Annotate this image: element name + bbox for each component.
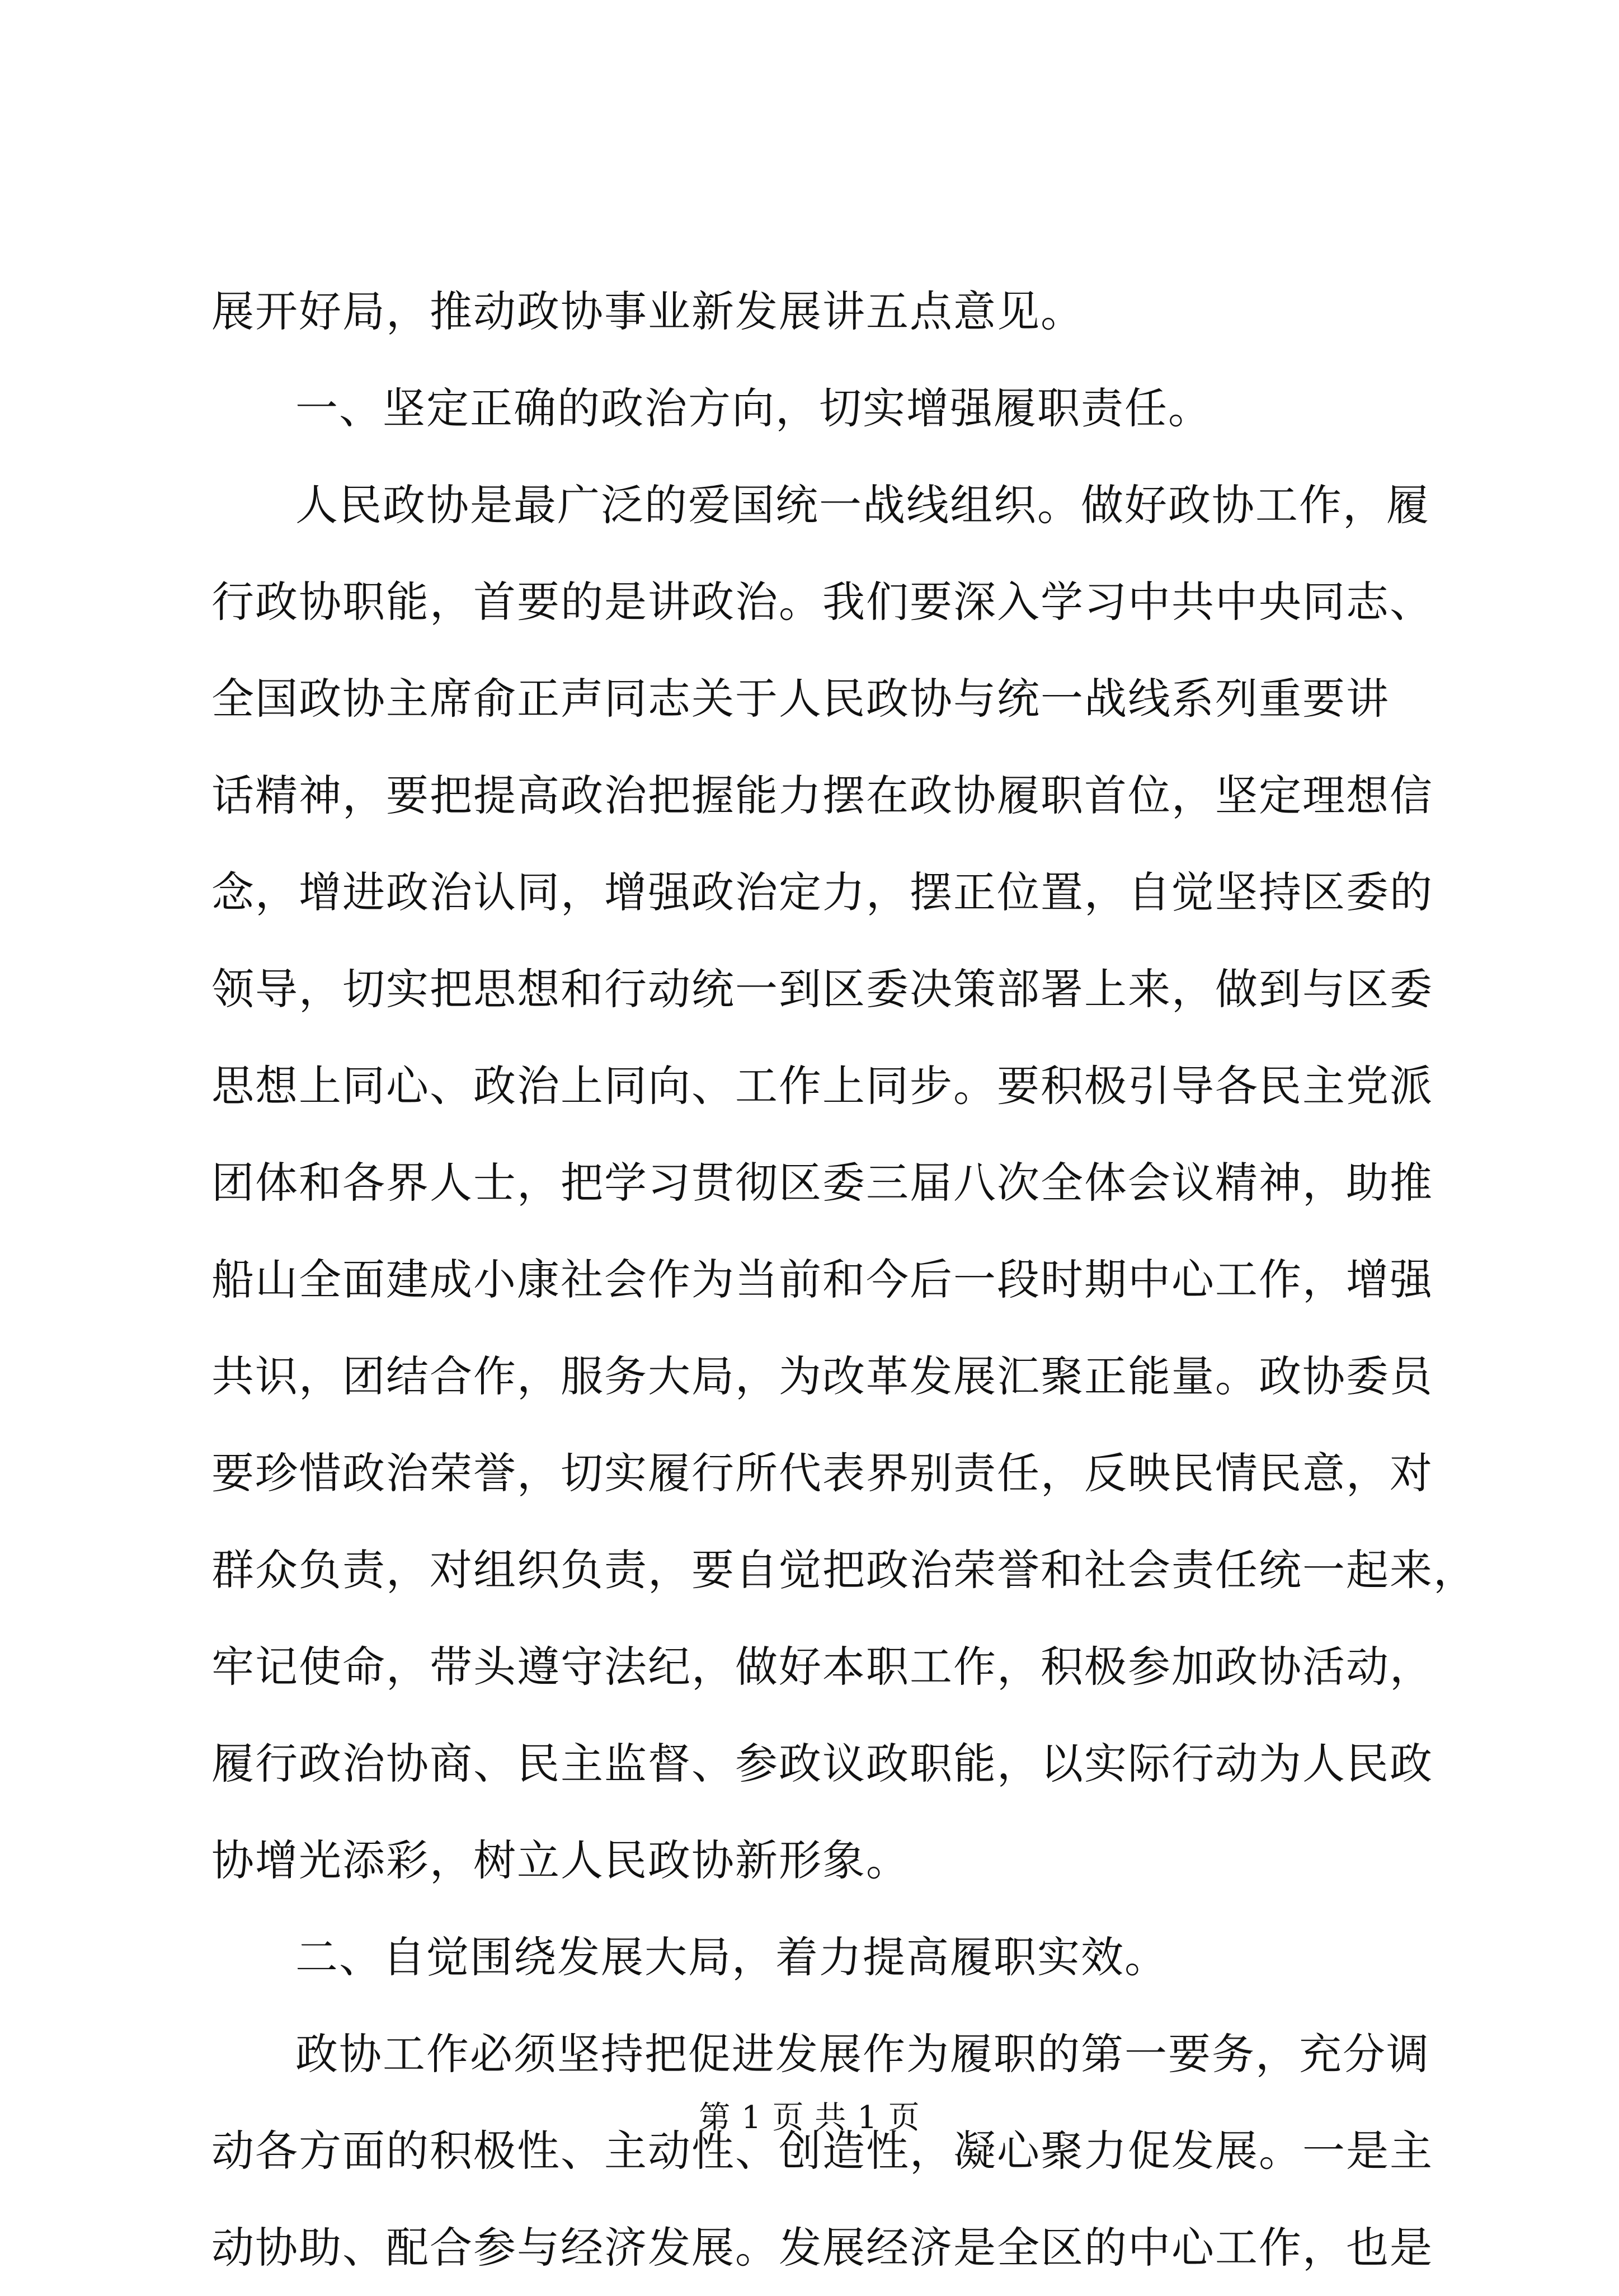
text-line: 牢记使命，带头遵守法纪，做好本职工作，积极参加政协活动， (211, 1642, 1433, 1692)
paragraph-start: 政协工作必须坚持把促进发展作为履职的第一要务，充分调 (295, 2029, 1430, 2079)
text-line: 念，增进政治认同，增强政治定力，摆正位置，自觉坚持区委的 (211, 867, 1433, 917)
text-line: 团体和各界人士，把学习贯彻区委三届八次全体会议精神，助推 (211, 1158, 1433, 1208)
section-heading-1: 一、坚定正确的政治方向，切实增强履职责任。 (295, 383, 1212, 433)
section-heading-2: 二、自觉围绕发展大局，着力提高履职实效。 (295, 1932, 1168, 1982)
text-line: 行政协职能，首要的是讲政治。我们要深入学习中共中央同志、 (211, 577, 1433, 627)
text-line: 履行政治协商、民主监督、参政议政职能，以实际行动为人民政 (211, 1739, 1433, 1788)
text-line: 动协助、配合参与经济发展。发展经济是全区的中心工作，也是 (211, 2223, 1433, 2272)
page-footer: 第 1 页 共 1 页 (699, 2100, 920, 2136)
text-line: 共识，团结合作，服务大局，为改革发展汇聚正能量。政协委员 (211, 1351, 1433, 1401)
text-line: 船山全面建成小康社会作为当前和今后一段时期中心工作，增强 (211, 1255, 1433, 1304)
text-line: 协增光添彩，树立人民政协新形象。 (211, 1835, 910, 1885)
text-line: 群众负责，对组织负责，要自觉把政治荣誉和社会责任统一起来， (211, 1545, 1477, 1595)
text-line: 要珍惜政治荣誉，切实履行所代表界别责任，反映民情民意，对 (211, 1448, 1433, 1498)
text-line: 全国政协主席俞正声同志关于人民政协与统一战线系列重要讲 (211, 674, 1390, 724)
text-line: 领导，切实把思想和行动统一到区委决策部署上来，做到与区委 (211, 964, 1433, 1014)
body-text (211, 263, 1477, 2296)
text-line: 思想上同心、政治上同向、工作上同步。要积极引导各民主党派 (211, 1061, 1433, 1111)
paragraph-start: 人民政协是最广泛的爱国统一战线组织。做好政协工作，履 (295, 480, 1430, 530)
text-line: 话精神，要把提高政治把握能力摆在政协履职首位，坚定理想信 (211, 771, 1433, 820)
text-line: 动各方面的积极性、主动性、创造性，凝心聚力促发展。一是主 (211, 2126, 1433, 2176)
text-line: 展开好局，推动政协事业新发展讲五点意见。 (211, 287, 1084, 336)
